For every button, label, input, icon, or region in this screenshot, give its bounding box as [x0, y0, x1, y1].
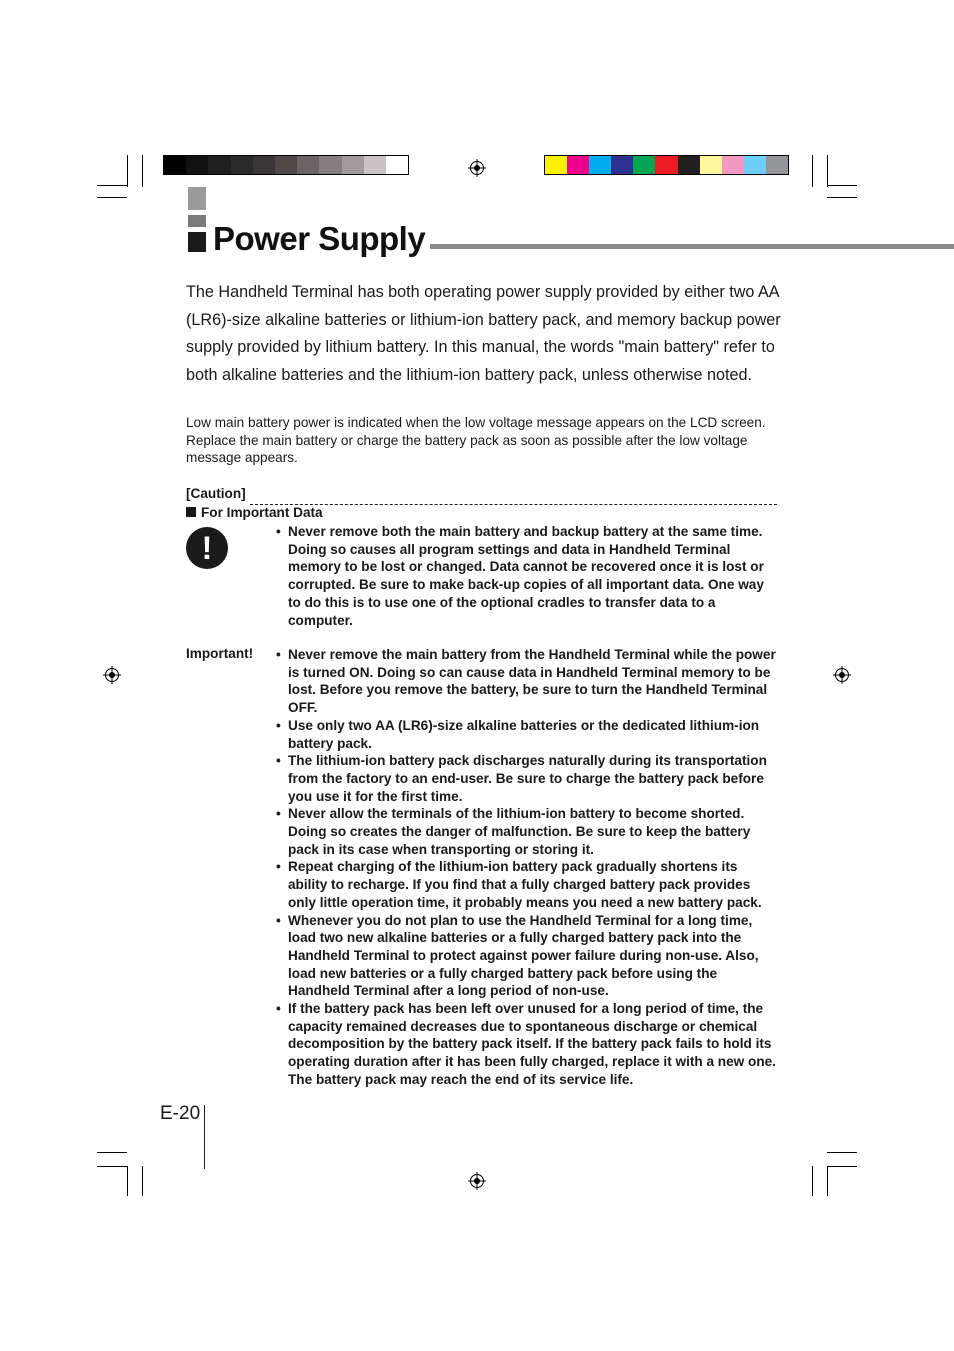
- important-list: [276, 646, 776, 1089]
- color-swatch: [545, 156, 567, 174]
- color-swatch: [678, 156, 700, 174]
- color-swatch: [186, 156, 208, 174]
- registration-target-icon: [833, 666, 851, 684]
- list-item: • Never remove both the main battery and backup battery at the same time. Doing so causes all program settings and data in Handheld Terminal memory to be lost or changed. Data cannot be recovered once it is lost or corrupted. Be sure to make back-up copies of all important data. One way to do this is to use one of the optional cradles to transfer data to a computer.: [276, 523, 776, 629]
- page-title: Power Supply: [213, 220, 426, 257]
- gray-calibration-bar: [163, 155, 409, 175]
- color-swatch: [319, 156, 341, 174]
- color-calibration-bar: [544, 155, 789, 175]
- color-swatch: [164, 156, 186, 174]
- color-swatch: [342, 156, 364, 174]
- important-label: Important!: [186, 646, 254, 661]
- caution-sub-heading-text: For Important Data: [201, 505, 323, 520]
- caution-sub-heading: [186, 505, 323, 520]
- page-number-rule: [204, 1105, 205, 1169]
- color-swatch: [386, 156, 408, 174]
- caution-divider: [250, 504, 777, 505]
- list-item: • Use only two AA (LR6)-size alkaline batteries or the dedicated lithium-ion battery pack.: [276, 717, 776, 752]
- list-item: • Never remove the main battery from the Handheld Terminal while the power is turned ON. Doing so can cause data in Handheld Terminal memory to be lost. Before you remove the battery, be sure to turn the Handheld Terminal OFF.: [276, 646, 776, 717]
- registration-target-icon: [468, 1172, 486, 1190]
- color-swatch: [297, 156, 319, 174]
- page-number: E-20: [160, 1103, 201, 1124]
- color-swatch: [611, 156, 633, 174]
- color-swatch: [567, 156, 589, 174]
- color-swatch: [589, 156, 611, 174]
- color-swatch: [231, 156, 253, 174]
- battery-note: Low main battery power is indicated when the low voltage message appears on the LCD screen. Replace the main battery or charge the battery pack as soon as possible after the low voltage message appears.: [186, 415, 766, 466]
- exclamation-icon: !: [186, 527, 228, 569]
- list-item: • Whenever you do not plan to use the Handheld Terminal for a long time, load two new alkaline batteries or a fully charged battery pack into the Handheld Terminal to protect against power failure during non-use. Also, load new batteries or a fully charged battery pack before using the Handheld Terminal after a long period of non-use.: [276, 912, 776, 1001]
- list-item: • The lithium-ion battery pack discharges naturally during its transportation from the factory to an end-user. Be sure to charge the battery pack before you use it for the first time.: [276, 752, 776, 805]
- list-item: • Never allow the terminals of the lithium-ion battery to become shorted. Doing so creates the danger of malfunction. Be sure to keep the battery pack in its case when transporting or storing it.: [276, 805, 776, 858]
- color-swatch: [364, 156, 386, 174]
- title-rule: [430, 244, 954, 249]
- color-swatch: [766, 156, 788, 174]
- color-swatch: [275, 156, 297, 174]
- color-swatch: [633, 156, 655, 174]
- color-swatch: [722, 156, 744, 174]
- color-swatch: [655, 156, 677, 174]
- caution-label: [Caution]: [186, 486, 246, 501]
- intro-paragraph: The Handheld Terminal has both operating power supply provided by either two AA (LR6)-size alkaline batteries or lithium-ion battery pack, and memory backup power supply provided by lithium battery. In this manual, the words "main battery" refer to both alkaline batteries and the lithium-ion battery pack, unless otherwise noted.: [186, 283, 781, 384]
- list-item: • Repeat charging of the lithium-ion battery pack gradually shortens its ability to recharge. If you find that a fully charged battery pack provides only little operation time, it probably means you need a new battery pack.: [276, 858, 776, 911]
- registration-target-icon: [468, 159, 486, 177]
- color-swatch: [744, 156, 766, 174]
- square-bullet-icon: [186, 507, 196, 517]
- color-swatch: [208, 156, 230, 174]
- registration-target-icon: [103, 666, 121, 684]
- color-swatch: [700, 156, 722, 174]
- list-item: • If the battery pack has been left over unused for a long period of time, the capacity remained decreases due to spontaneous discharge or chemical decomposition by the battery pack itself. If the battery pack fails to hold its operating duration after it has been fully charged, replace it with a new one. The battery pack may reach the end of its service life.: [276, 1000, 776, 1089]
- caution-list: [276, 523, 776, 629]
- color-swatch: [253, 156, 275, 174]
